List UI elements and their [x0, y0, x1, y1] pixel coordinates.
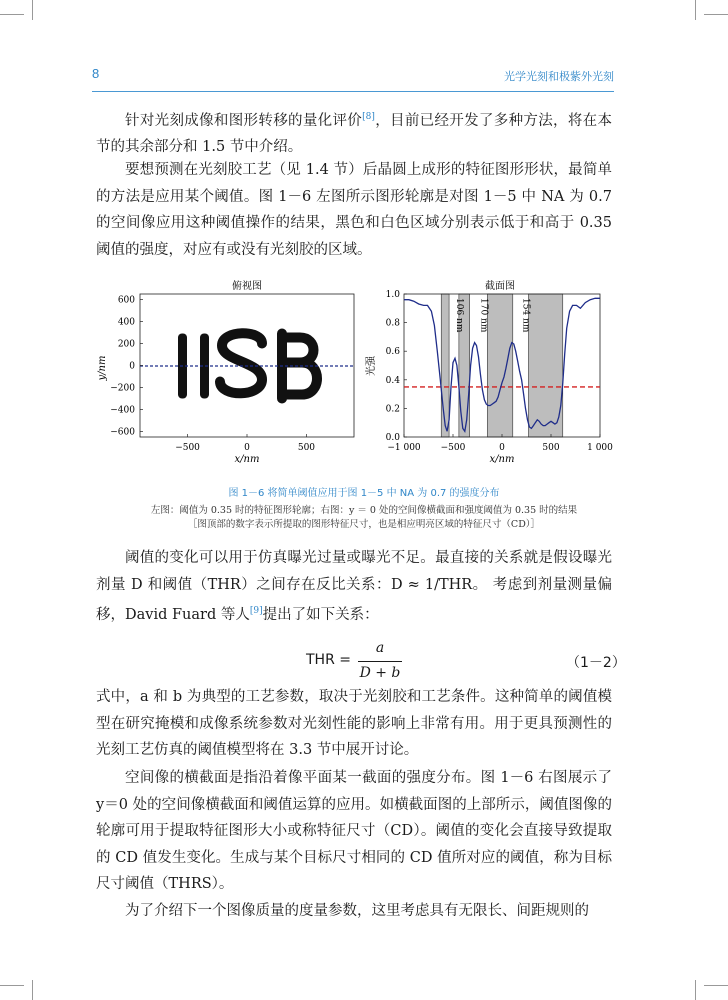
y-tick-label: 0.4 [385, 375, 400, 386]
paragraph-2 [96, 157, 612, 263]
crop-mark [704, 985, 728, 986]
paragraph-3 [96, 545, 612, 628]
equation-denominator: D + b [359, 665, 401, 681]
dark-region [528, 294, 562, 437]
equation-1-2 [300, 640, 630, 690]
equation-numerator: a [375, 640, 385, 656]
x-tick-label: 0 [244, 443, 250, 453]
page-header [0, 66, 728, 86]
crop-mark [695, 0, 696, 20]
cross-section-xlabel: x/nm [489, 454, 515, 465]
cd-label: 170 nm [478, 298, 489, 333]
figure-note: 左图：阈值为 0.35 时的特征图形轮廓；右图：y ＝ 0 处的空间像横截面和强度阈值为 0.35 时的结果 [150, 505, 578, 516]
x-tick-label: −500 [175, 443, 200, 453]
paragraph-text: 为了介绍下一个图像质量的度量参数，这里考虑具有无限长、间距规则的 [125, 903, 589, 919]
y-tick-label: 400 [117, 317, 135, 328]
equation-number: （1－2） [566, 655, 626, 671]
fraction-bar [358, 661, 402, 662]
x-tick-label: −1 000 [387, 443, 421, 453]
crop-mark [704, 14, 728, 15]
top-view-chart [97, 280, 354, 465]
x-tick-label: 1 000 [587, 443, 613, 453]
paragraph-text: 空间像的横截面是指沿着像平面某一截面的强度分布。图 1－6 右图展示了 y＝0 处的空间像横截面和阈值运算的应用。如横截面图的上部所示，阈值图像的轮廓可用于提取特征图形大小或称特征尺寸（CD）。阈值的变化会直接导致提取的 CD 值发生变化。生成与某个目标尺寸相同的 CD 值所对应的阈值，称为目标尺寸阈值（THRS）。 [96, 770, 612, 892]
equation-fraction [358, 640, 402, 681]
citation-ref[interactable]: [9] [249, 606, 263, 616]
paragraph-text: 要想预测在光刻胶工艺（见 1.4 节）后晶圆上成形的特征图形形状，最简单的方法是应用某个阈值。图 1－6 左图所示图形轮廓是对图 1－5 中 NA 为 0.7 的空间像应用这种阈值操作的结果，黑色和白色区域分别表示低于和高于 0.35 阈值的强度，对应有或没有光刻胶的区域。 [96, 162, 612, 258]
y-tick-label: 1.0 [385, 290, 400, 300]
figure-note: ［图顶部的数字表示所提取的图形特征尺寸，也是相应明亮区域的特征尺寸（CD）］ [187, 519, 541, 530]
paragraph-text: 式中，a 和 b 为典型的工艺参数，取决于光刻胶和工艺条件。这种简单的阈值模型在研究掩模和成像系统参数对光刻性能的影响上非常有用。用于更具预测性的光刻工艺仿真的阈值模型将在 3.3 节中展开讨论。 [96, 689, 612, 758]
page-number: 8 [92, 66, 100, 81]
y-tick-label: 0.0 [385, 433, 400, 443]
y-tick-label: 0.2 [385, 404, 400, 415]
header-rule [92, 91, 614, 92]
cross-section-chart [364, 279, 613, 465]
y-tick-label: 600 [117, 295, 135, 306]
dark-region [441, 294, 449, 437]
crop-mark [32, 0, 33, 20]
x-tick-label: 500 [297, 443, 316, 453]
figure-caption: 图 1－6 将简单阈值应用于图 1－5 中 NA 为 0.7 的强度分布 [228, 488, 500, 499]
y-tick-label: 0 [129, 361, 135, 372]
equation-lhs: THR = [306, 652, 351, 668]
dark-region [487, 294, 512, 437]
x-tick-label: −500 [440, 443, 466, 453]
top-view-ylabel: y/nm [97, 355, 108, 381]
top-view-xlabel: x/nm [234, 454, 260, 465]
crop-mark [32, 980, 33, 1000]
paragraph-text: ，目前已经开发了多种方法，将在本节的其余部分和 1.5 节中介绍。 [96, 112, 612, 156]
x-tick-label: 0 [499, 443, 505, 453]
crop-mark [695, 980, 696, 1000]
paragraph-5 [96, 765, 612, 898]
top-view-title: 俯视图 [232, 281, 262, 292]
x-tick-label: 500 [542, 443, 560, 453]
y-tick-label: 0.8 [385, 318, 400, 329]
crop-mark [0, 985, 24, 986]
y-tick-label: −600 [110, 427, 135, 438]
cross-section-title: 截面图 [485, 281, 515, 292]
y-tick-label: −200 [110, 383, 135, 394]
y-tick-label: 200 [117, 339, 135, 350]
cd-label: 154 nm [520, 298, 531, 333]
paragraph-text: 提出了如下关系： [262, 606, 379, 623]
citation-ref[interactable]: [8] [362, 112, 375, 122]
y-tick-label: 0.6 [385, 347, 400, 358]
running-title: 光学光刻和极紫外光刻 [504, 70, 614, 83]
paragraph-6 [96, 898, 612, 925]
cd-label: 106 nm [453, 298, 464, 333]
cross-section-ylabel: 光强 [366, 356, 377, 376]
paragraph-4 [96, 684, 612, 764]
paragraph-text: 阈值的变化可以用于仿真曝光过量或曝光不足。最直接的关系就是假设曝光剂量 D 和阈值（THR）之间存在反比关系：D ≈ 1/THR。 考虑到剂量测量偏移，David Fuard 等人 [96, 550, 612, 623]
crop-mark [0, 14, 24, 15]
paragraph-1 [96, 104, 612, 161]
paragraph-text: 针对光刻成像和图形转移的量化评价 [125, 112, 363, 129]
y-tick-label: −400 [110, 405, 135, 416]
figure-1-6 [0, 278, 728, 478]
